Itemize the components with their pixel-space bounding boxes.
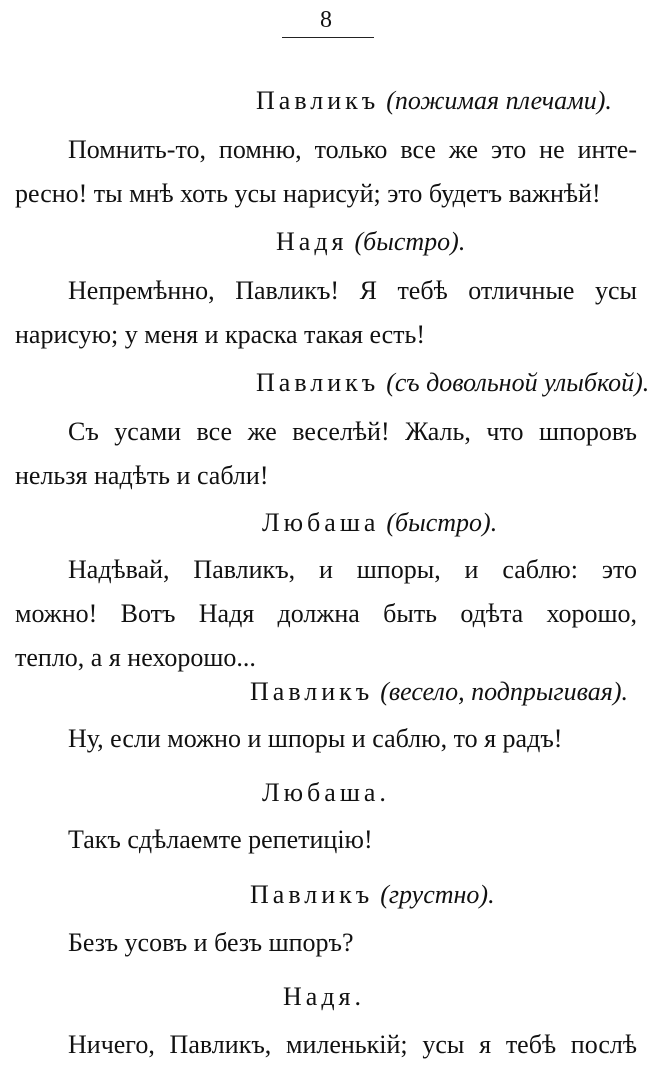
speech-paragraph [15,818,637,862]
speech-line: Безъ усовъ и безъ шпоръ? [68,928,354,957]
speech-line: тепло, а я нехорошо... [15,643,256,672]
stage-direction: (пожимая плечами). [386,86,612,115]
speech-line: Помнить-то, помню, только все же это не инте- [68,135,637,164]
speaker-heading [250,677,628,707]
speech-paragraph [15,269,637,357]
speech-paragraph [15,921,637,965]
speech-line: Надѣвай, Павликъ, и шпоры, и саблю: это [68,555,637,584]
speech-paragraph [15,1023,637,1067]
speech-line: Ничего, Павликъ, миленькій; усы я тебѣ послѣ [68,1030,637,1059]
stage-direction: (быстро). [354,227,466,256]
speech-line: ресно! ты мнѣ хоть усы нарисуй; это будетъ важнѣй! [15,179,601,208]
speech-line: Непремѣнно, Павликъ! Я тебѣ отличные усы [68,276,637,305]
stage-direction: (весело, подпрыгивая). [380,677,629,706]
speaker-name: Павликъ [250,880,374,909]
speaker-name: Павликъ [250,677,374,706]
speaker-name: Любаша [262,508,380,537]
speech-paragraph [15,548,637,680]
speech-paragraph [15,128,637,216]
speech-line: можно! Вотъ Надя должна быть одѣта хорошо, [15,599,637,628]
speech-line: нельзя надѣть и сабли! [15,461,269,490]
speech-line: нарисую; у меня и краска такая есть! [15,320,426,349]
speech-paragraph [15,717,637,761]
speech-paragraph [15,410,637,498]
speaker-name: Павликъ [256,86,380,115]
speaker-heading [262,778,390,808]
speaker-name: Павликъ [256,368,380,397]
speaker-heading [250,880,495,910]
stage-direction: (съ довольной улыбкой). [386,368,650,397]
speaker-name: Любаша. [262,778,390,807]
speaker-heading [256,368,649,398]
speaker-heading [262,508,497,538]
page-number: 8 [320,7,332,33]
speaker-heading [256,86,612,116]
speaker-heading [283,982,365,1012]
speech-line: Съ усами все же веселѣй! Жаль, что шпоровъ [68,417,637,446]
stage-direction: (грустно). [380,880,495,909]
speech-line: Такъ сдѣлаемте репетицію! [68,825,373,854]
header-rule [282,37,374,38]
speaker-name: Надя. [283,982,366,1011]
speech-line: Ну, если можно и шпоры и саблю, то я радъ! [68,724,563,753]
speaker-name: Надя [276,227,348,256]
speaker-heading [276,227,465,257]
stage-direction: (быстро). [386,508,498,537]
